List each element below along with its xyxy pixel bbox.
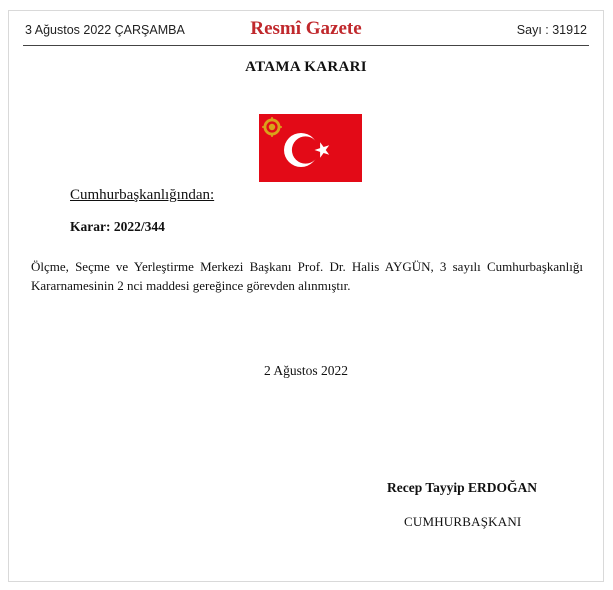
turkish-flag-icon: [259, 114, 362, 182]
gazette-page: [8, 10, 604, 582]
signer-title: CUMHURBAŞKANI: [404, 514, 522, 529]
signer-name: Recep Tayyip ERDOĞAN: [387, 480, 538, 495]
decision-body: Ölçme, Seçme ve Yerleştirme Merkezi Başkanı Prof. Dr. Halis AYGÜN, 3 sayılı Cumhurbaşkanlığı Kararnamesinin 2 nci maddesi gereğince görevden alınmıştır.: [31, 259, 583, 293]
decision-date: 2 Ağustos 2022: [263, 363, 348, 378]
header-date: 3 Ağustos 2022 ÇARŞAMBA: [25, 23, 185, 37]
issue-number: Sayı : 31912: [516, 23, 587, 37]
issuing-authority: Cumhurbaşkanlığından:: [70, 187, 215, 203]
decision-number: Karar: 2022/344: [70, 219, 165, 234]
header-divider: [23, 45, 589, 46]
document-title: ATAMA KARARI: [245, 59, 367, 75]
publication-title: Resmî Gazete: [250, 18, 362, 39]
